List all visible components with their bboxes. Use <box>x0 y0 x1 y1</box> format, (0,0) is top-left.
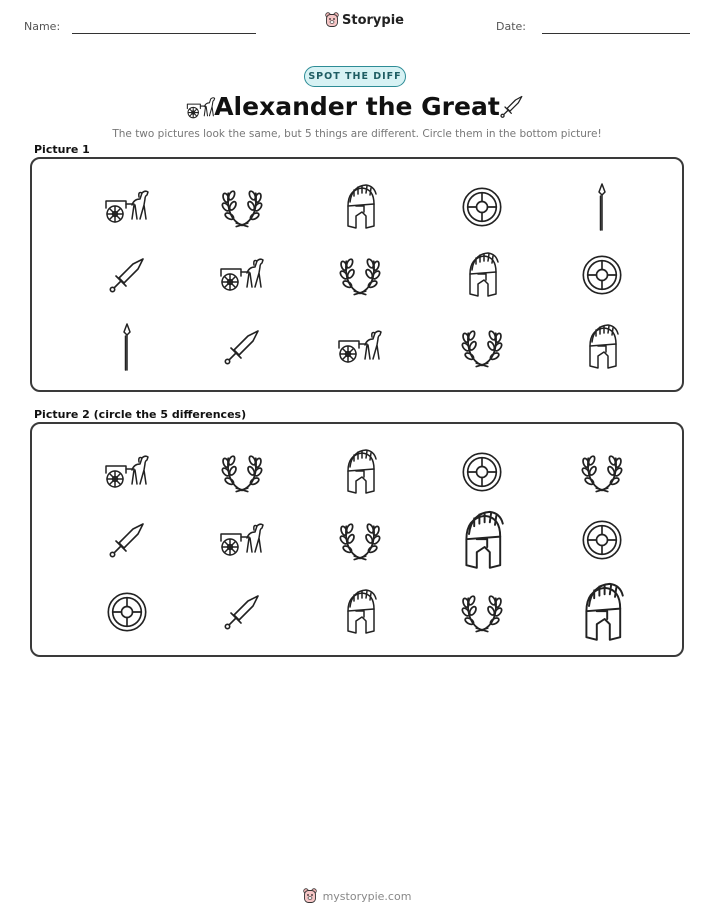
brand-name: Storypie <box>342 12 404 28</box>
chariot-icon[interactable] <box>217 520 267 560</box>
sword-icon <box>222 327 262 367</box>
footer <box>0 888 714 904</box>
chariot-icon[interactable] <box>102 452 152 492</box>
shield-icon[interactable] <box>105 590 149 634</box>
brand-logo <box>325 12 404 28</box>
chariot-icon <box>335 327 385 367</box>
spear-icon <box>592 182 612 232</box>
shield-icon[interactable] <box>580 518 624 562</box>
helmet-icon[interactable] <box>340 587 380 637</box>
instructions: The two pictures look the same, but 5 things are different. Circle them in the bottom picture! <box>112 128 602 140</box>
spear-icon <box>117 322 137 372</box>
sword-icon[interactable] <box>107 520 147 560</box>
laurel-icon[interactable] <box>337 517 383 563</box>
sword-icon <box>498 92 526 122</box>
picture-1-label: Picture 1 <box>34 143 90 156</box>
shield-icon <box>580 253 624 297</box>
date-line[interactable] <box>542 33 690 34</box>
page-title: Alexander the Great <box>214 92 500 121</box>
laurel-icon <box>459 324 505 370</box>
chariot-icon <box>217 255 267 295</box>
laurel-icon[interactable] <box>459 589 505 635</box>
laurel-icon <box>337 252 383 298</box>
picture-1-frame <box>30 157 684 392</box>
helmet-icon[interactable] <box>456 508 508 573</box>
picture-2-frame[interactable] <box>30 422 684 657</box>
laurel-icon <box>219 184 265 230</box>
bear-icon <box>325 12 339 28</box>
sword-icon <box>107 255 147 295</box>
footer-url: mystorypie.com <box>322 889 412 903</box>
chariot-icon <box>102 187 152 227</box>
shield-icon <box>460 185 504 229</box>
helmet-icon[interactable] <box>576 580 628 645</box>
spot-the-diff-badge: SPOT THE DIFF <box>304 66 406 87</box>
helmet-icon <box>582 322 622 372</box>
helmet-icon[interactable] <box>340 447 380 497</box>
picture-2-label: Picture 2 (circle the 5 differences) <box>34 408 247 421</box>
bear-icon <box>303 888 317 904</box>
name-line[interactable] <box>72 33 256 34</box>
laurel-icon[interactable] <box>579 449 625 495</box>
helmet-icon <box>340 182 380 232</box>
laurel-icon[interactable] <box>219 449 265 495</box>
name-label: Name: <box>24 20 61 33</box>
date-label: Date: <box>496 20 526 33</box>
sword-icon[interactable] <box>222 592 262 632</box>
shield-icon[interactable] <box>460 450 504 494</box>
helmet-icon <box>462 250 502 300</box>
